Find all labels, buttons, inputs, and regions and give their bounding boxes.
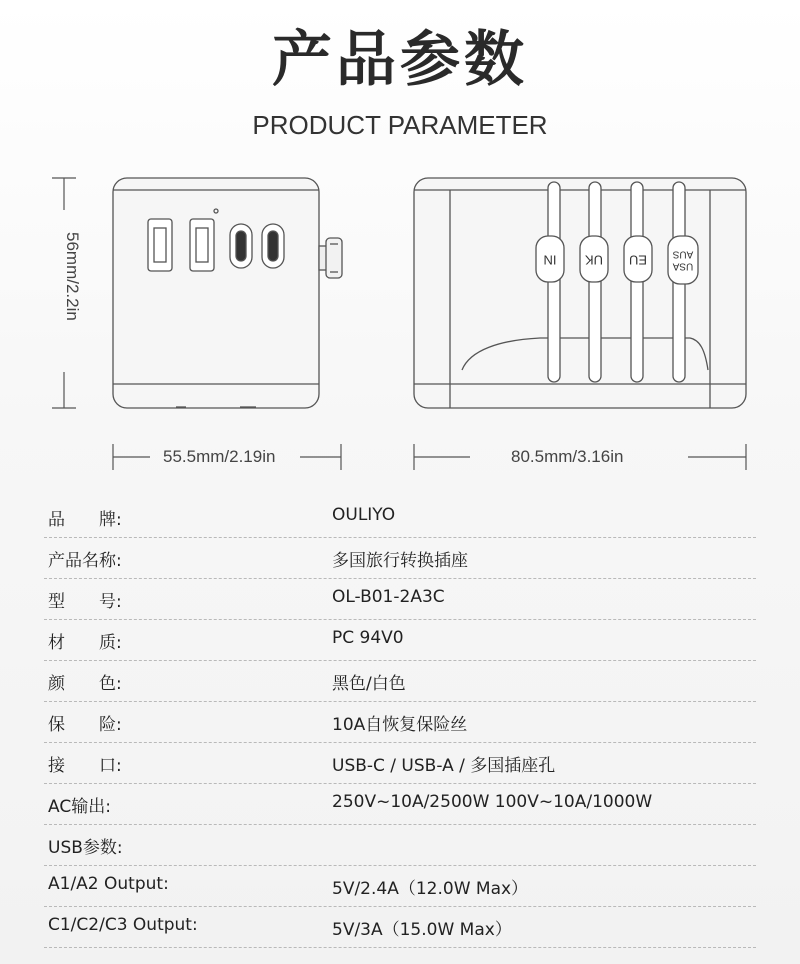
spec-value: 250V~10A/2500W 100V~10A/1000W <box>332 792 653 812</box>
page-title-en: PRODUCT PARAMETER <box>252 110 548 140</box>
usb-a-port-2 <box>190 219 214 271</box>
spec-label: C1/C2/C3 Output: <box>48 915 198 935</box>
side-view <box>414 178 746 408</box>
front-width-label: 55.5mm/2.19in <box>163 447 276 466</box>
spec-label: 保 险: <box>48 715 122 735</box>
spec-row <box>44 825 756 866</box>
spec-value: PC 94V0 <box>332 628 404 648</box>
spec-row <box>44 497 756 538</box>
spec-row <box>44 702 756 743</box>
spec-label: AC输出: <box>48 797 111 817</box>
spec-label: 产品名称: <box>48 551 122 571</box>
spec-value: 5V/2.4A（12.0W Max） <box>332 879 529 899</box>
spec-value: OL-B01-2A3C <box>332 587 445 607</box>
spec-label: 接 口: <box>48 756 122 776</box>
plug-label-aus: AUS <box>672 248 694 260</box>
spec-value: 5V/3A（15.0W Max） <box>332 920 512 940</box>
spec-value: 多国旅行转换插座 <box>332 551 468 571</box>
spec-row <box>44 907 756 948</box>
front-view <box>113 178 342 408</box>
page-title-cn: 产品参数 <box>272 25 528 95</box>
spec-value: 10A自恢复保险丝 <box>332 715 468 735</box>
spec-row <box>44 784 756 825</box>
spec-label: 颜 色: <box>48 674 122 694</box>
spec-label: 型 号: <box>48 592 122 612</box>
spec-row <box>44 620 756 661</box>
spec-row <box>44 743 756 784</box>
plug-label-uk: UK <box>584 252 604 268</box>
spec-table <box>44 497 756 948</box>
spec-row <box>44 866 756 907</box>
plug-label-eu: EU <box>628 252 648 268</box>
spec-row <box>44 538 756 579</box>
usb-a-port-1 <box>148 219 172 271</box>
spec-value: OULIYO <box>332 505 396 525</box>
height-dimension-label: 56mm/2.2in <box>63 232 82 321</box>
spec-value: USB-C / USB-A / 多国插座孔 <box>332 756 556 776</box>
plug-label-usa: USA <box>672 260 694 272</box>
spec-label: A1/A2 Output: <box>48 874 169 894</box>
side-width-label: 80.5mm/3.16in <box>511 447 624 466</box>
spec-label: 品 牌: <box>48 510 122 530</box>
spec-row <box>44 661 756 702</box>
plug-label-in: IN <box>543 252 557 268</box>
spec-label: 材 质: <box>48 633 122 653</box>
spec-label: USB参数: <box>48 838 123 858</box>
spec-row <box>44 579 756 620</box>
spec-value: 黑色/白色 <box>332 674 406 694</box>
